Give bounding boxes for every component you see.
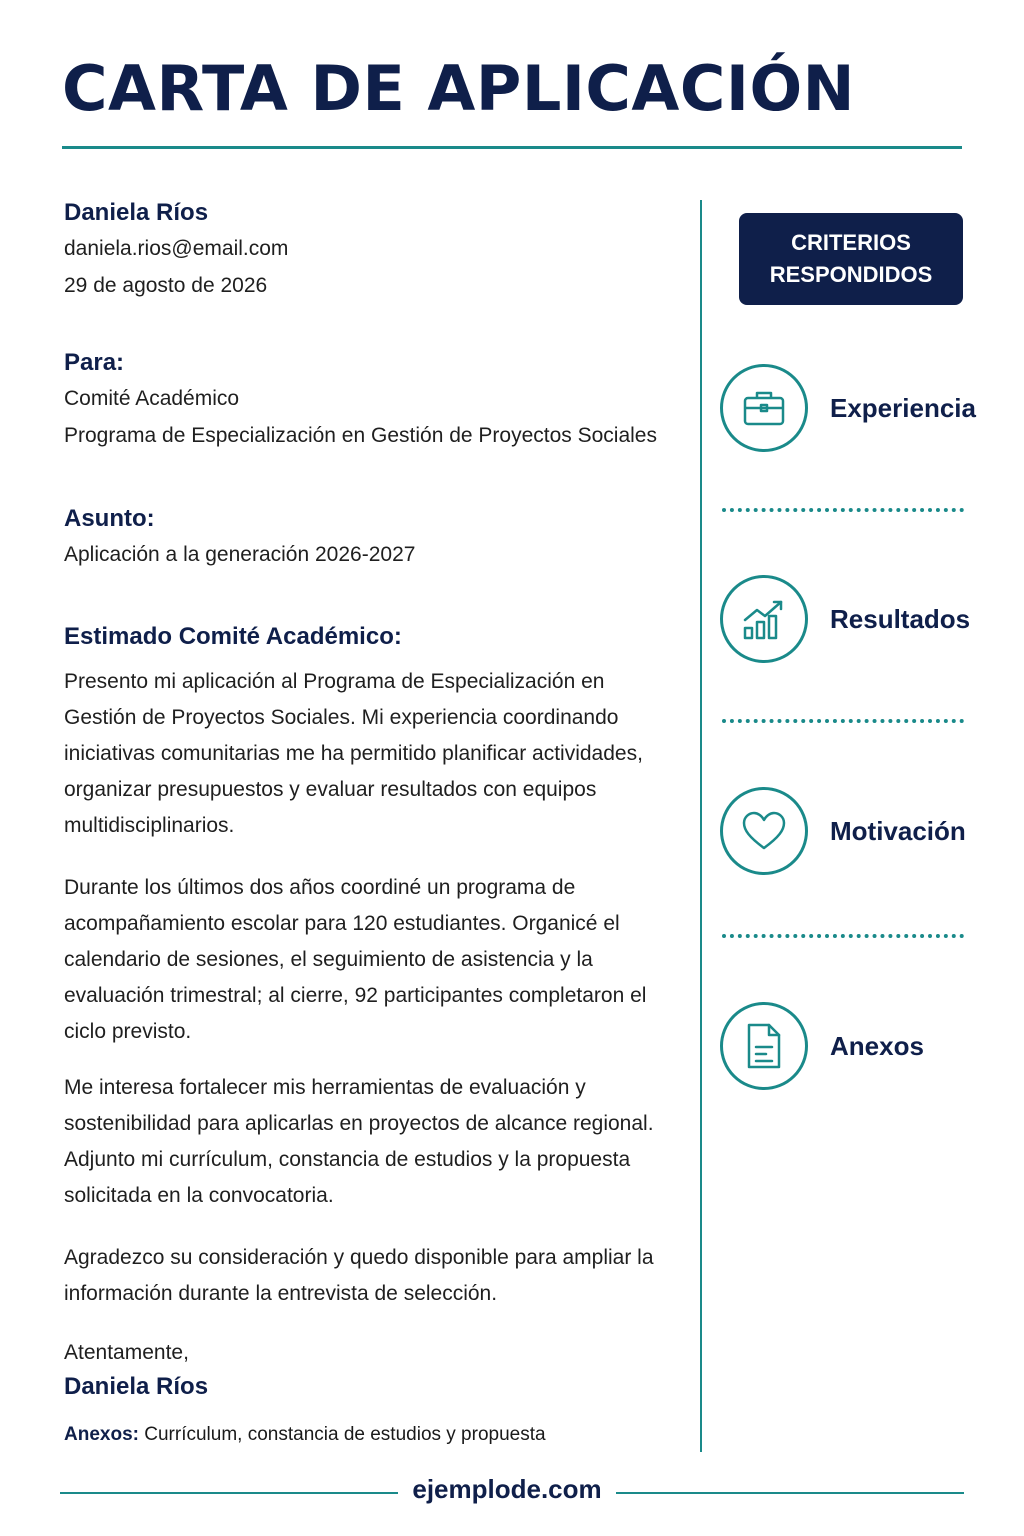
criterion-experiencia bbox=[720, 358, 976, 458]
subject-block bbox=[64, 502, 415, 573]
criterion-resultados bbox=[720, 569, 970, 669]
body-paragraph-3: Me interesa fortalecer mis herramientas de evaluación y sostenibilidad para aplicarlas en proyectos de alcance regional. Adjunto mi currículum, constancia de estudios y la propuesta solicitada en la convocatoria. bbox=[64, 1076, 654, 1207]
page-title: CARTA DE APLICACIÓN bbox=[62, 52, 856, 125]
subject-heading: Asunto: bbox=[64, 505, 155, 532]
sender-block bbox=[64, 196, 288, 304]
attachments-text: Currículum, constancia de estudios y propuesta bbox=[144, 1424, 546, 1445]
briefcase-icon bbox=[720, 364, 808, 452]
dotted-separator bbox=[722, 934, 964, 938]
body-paragraph-2: Durante los últimos dos años coordiné un programa de acompañamiento escolar para 120 estudiantes. Organicé el calendario de sesiones, el seguimiento de asistencia y la evaluación trimestral; al cierre, 92 participantes completaron el ciclo previsto. bbox=[64, 876, 647, 1043]
recipient-block bbox=[64, 346, 657, 454]
closing-text: Atentamente, bbox=[64, 1341, 189, 1364]
attachments-line bbox=[64, 1424, 546, 1446]
heart-icon bbox=[720, 787, 808, 875]
criteria-box bbox=[739, 213, 963, 305]
document-icon bbox=[720, 1002, 808, 1090]
salutation: Estimado Comité Académico: bbox=[64, 623, 402, 650]
criterion-label: Anexos bbox=[830, 1030, 924, 1061]
recipient-line-2: Programa de Especialización en Gestión de Proyectos Sociales bbox=[64, 424, 657, 447]
closing-block bbox=[64, 1336, 208, 1404]
column-divider bbox=[700, 200, 702, 1452]
footer-website: ejemplode.com bbox=[412, 1474, 602, 1504]
dotted-separator bbox=[722, 508, 964, 512]
body-paragraph-1: Presento mi aplicación al Programa de Especialización en Gestión de Proyectos Sociales. Mi experiencia coordinando iniciativas comunitarias me ha permitido planificar actividades, organizar presupuestos y evaluar resultados con equipos multidisciplinarios. bbox=[64, 670, 643, 837]
dotted-separator bbox=[722, 719, 964, 723]
criteria-box-line-1: CRITERIOS bbox=[791, 230, 911, 255]
criterion-label: Resultados bbox=[830, 603, 971, 634]
criterion-label: Experiencia bbox=[830, 392, 976, 423]
recipient-line-1: Comité Académico bbox=[64, 387, 240, 410]
recipient-heading: Para: bbox=[64, 349, 125, 376]
criteria-box-line-2: RESPONDIDOS bbox=[769, 262, 933, 287]
criterion-anexos bbox=[720, 996, 970, 1096]
letter-date: 29 de agosto de 2026 bbox=[64, 274, 268, 297]
bar-chart-icon bbox=[720, 575, 808, 663]
criterion-motivacion bbox=[720, 781, 970, 881]
body-paragraph-4: Agradezco su consideración y quedo disponible para ampliar la información durante la entrevista de selección. bbox=[64, 1246, 654, 1305]
title-divider bbox=[62, 146, 962, 149]
sender-email: daniela.rios@email.com bbox=[64, 237, 289, 260]
subject-text: Aplicación a la generación 2026-2027 bbox=[64, 543, 416, 566]
criterion-label: Motivación bbox=[830, 815, 966, 846]
attachments-label: Anexos: bbox=[64, 1424, 139, 1445]
sender-name: Daniela Ríos bbox=[64, 199, 209, 226]
footer-rule-left bbox=[60, 1492, 398, 1494]
signature-name: Daniela Ríos bbox=[64, 1373, 209, 1400]
footer-rule-right bbox=[616, 1492, 964, 1494]
